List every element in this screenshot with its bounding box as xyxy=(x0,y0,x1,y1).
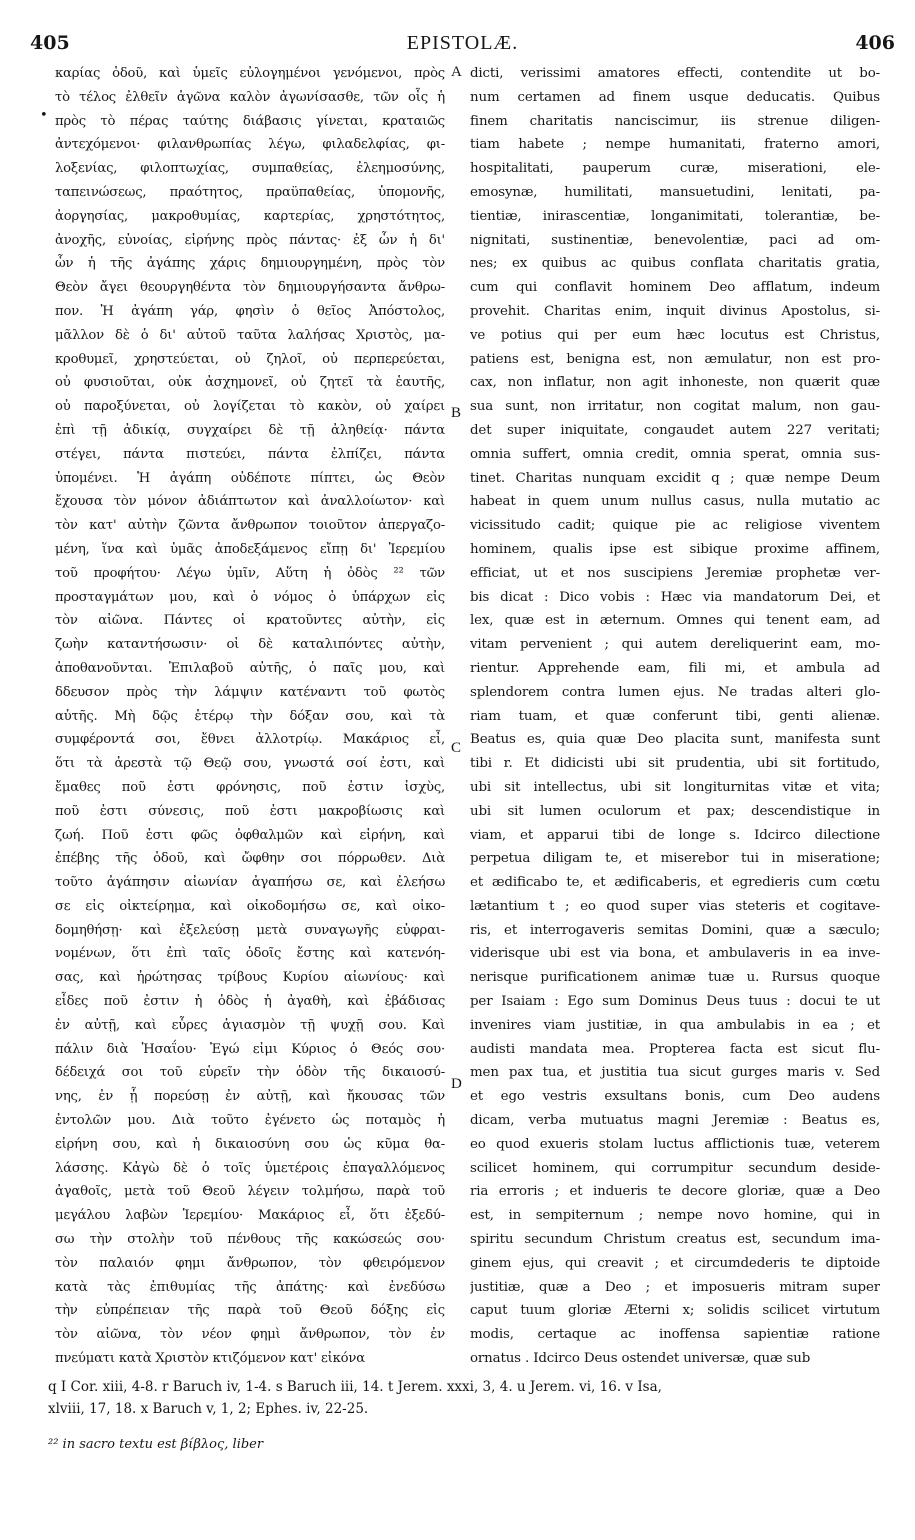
greek-text-line: μᾶλλον δὲ ὁ δι' αὐτοῦ ταῦτα λαλήσας Χριστὸς, μα- xyxy=(55,327,445,343)
margin-letter-d: D xyxy=(451,1076,462,1092)
latin-text-line: sua sunt, non irritatur, non cogitat malum, non gau- xyxy=(470,399,880,415)
greek-text-line: μεγάλου λαβὼν Ἱερεμίου· Μακάριος εἶ, ὅτι ἐξεδύ- xyxy=(55,1208,445,1224)
latin-text-line: bis dicat : Dico vobis : Hæc via mandatorum Dei, et xyxy=(470,589,880,605)
latin-text-line: ornatus . Idcirco Deus ostendet universæ, quæ sub xyxy=(470,1351,811,1367)
latin-text-line: finem charitatis nanciscimur, iis strenue diligen- xyxy=(470,113,880,129)
latin-text-line: ginem ejus, qui creavit ; et circumdederis te diptoide xyxy=(470,1255,880,1271)
greek-text-line: ἔχουσα τὸν μόνον ἀδιάπτωτον καὶ ἀναλλοίωτον· καὶ xyxy=(55,494,445,510)
latin-text-line: dicti, verissimi amatores effecti, contendite ut bo- xyxy=(470,66,880,81)
greek-text-line: νομένων, ὅτι ἐπὶ ταῖς ὁδοῖς ἔστης καὶ κατενόη- xyxy=(55,946,445,962)
latin-text-line: cax, non inflatur, non agit inhoneste, non quærit quæ xyxy=(470,375,880,391)
latin-text-line: hominem, qualis ipse est sibique proxime affinem, xyxy=(470,541,880,557)
latin-text-line: eo quod exueris stolam luctus afflictionis tuæ, veterem xyxy=(470,1136,880,1152)
page-header xyxy=(30,32,895,58)
greek-text-line: οὐ παροξύνεται, οὐ λογίζεται τὸ κακὸν, οὐ χαίρει xyxy=(55,399,445,415)
greek-text-line: ἐντολῶν μου. Διὰ τοῦτο ἐγένετο ὡς ποταμὸς ἡ xyxy=(55,1113,445,1129)
greek-text-line: λοξενίας, φιλοπτωχίας, συμπαθείας, ἐλεημοσύνης, xyxy=(55,161,445,177)
footnote-note: ²² in sacro textu est βίβλος, liber xyxy=(48,1437,264,1452)
latin-text-line: ve potius qui per eum hæc locutus est Christus, xyxy=(470,327,880,343)
margin-letter-b: B xyxy=(451,405,462,421)
latin-text-line: viam, et apparui tibi de longe s. Idcirco dilectione xyxy=(470,827,880,843)
greek-text-line: τὴν εὐπρέπειαν τῆς παρὰ τοῦ Θεοῦ δόξης εἰς xyxy=(55,1303,445,1319)
latin-text-line: nes; ex quibus ac quibus conflata charitatis gratia, xyxy=(470,256,880,272)
latin-text-line: vitam pervenient ; qui autem dereliquerint eam, mo- xyxy=(470,637,880,653)
greek-text-column xyxy=(55,62,445,1372)
greek-text-line: εἰρήνη σου, καὶ ἡ δικαιοσύνη σου ὡς κῦμα θα- xyxy=(55,1136,445,1152)
greek-text-line: πον. Ἡ ἀγάπη γάρ, φησὶν ὁ θεῖος Ἀπόστολος, xyxy=(55,303,445,319)
greek-text-line: εἶδες ποῦ ἐστιν ἡ ὁδὸς ἡ ἀγαθὴ, καὶ ἐβάδισας xyxy=(55,994,445,1010)
latin-text-line: invenires viam justitiæ, in qua ambulabis in ea ; et xyxy=(470,1017,880,1033)
latin-text-line: ria erroris ; et indueris te decore gloriæ, quæ a Deo xyxy=(470,1184,880,1200)
latin-text-line: emosynæ, humilitati, mansuetudini, lenitati, pa- xyxy=(470,184,880,200)
greek-text-line: τὸν αἰῶνα, τὸν νέον φημὶ ἄνθρωπον, τὸν ἐν xyxy=(55,1327,445,1343)
greek-text-line: ταπεινώσεως, πραότητος, πραϋπαθείας, ὑπομονῆς, xyxy=(55,184,445,200)
latin-text-line: ris, et interrogaveris semitas Domini, quæ a sæculo; xyxy=(470,922,880,938)
greek-text-line: δέδειχά σοι τοῦ εὑρεῖν τὴν ὁδὸν τῆς δικαιοσύ- xyxy=(55,1065,445,1081)
latin-text-line: nignitati, sustinentiæ, benevolentiæ, paci ad om- xyxy=(470,232,880,248)
latin-text-line: provehit. Charitas enim, inquit divinus Apostolus, si- xyxy=(470,303,880,319)
greek-text-line: ἀνοχῆς, εὐνοίας, εἰρήνης πρὸς πάντας· ἐξ ὧν ἡ δι' xyxy=(55,232,445,248)
greek-text-line: οὐ φυσιοῦται, οὐκ ἀσχημονεῖ, οὐ ζητεῖ τὰ ἑαυτῆς, xyxy=(55,375,445,391)
greek-text-line: σω τὴν στολὴν τοῦ πένθους τῆς κακώσεώς σου· xyxy=(55,1232,445,1248)
latin-text-line: nerisque purificationem animæ tuæ u. Rursus quoque xyxy=(470,970,880,986)
latin-text-line: num certamen ad finem usque deducatis. Quibus xyxy=(470,89,880,105)
greek-text-line: ὅτι τὰ ἀρεστὰ τῷ Θεῷ σου, γνωστά σοί ἐστι, καὶ xyxy=(55,756,445,772)
latin-text-line: hospitalitati, pauperum curæ, miserationi, ele- xyxy=(470,161,880,177)
greek-text-line: ἔμαθες ποῦ ἐστι φρόνησις, ποῦ ἐστιν ἰσχὺς, xyxy=(55,779,445,795)
greek-text-line: κροθυμεῖ, χρηστεύεται, οὐ ζηλοῖ, οὐ περπερεύεται, xyxy=(55,351,445,367)
greek-text-line: δδευσον πρὸς τὴν λάμψιν κατέναντι τοῦ φωτὸς xyxy=(55,684,445,700)
latin-text-line: audisti mandata mea. Propterea facta est sicut flu- xyxy=(470,1041,880,1057)
page-number-right: 406 xyxy=(855,32,895,54)
latin-text-line: et ædificabo te, et ædificaberis, et egredieris cum cœtu xyxy=(470,875,880,891)
latin-text-line: omnia suffert, omnia credit, omnia sperat, omnia sus- xyxy=(470,446,880,462)
greek-text-line: ἐπέβης τῆς ὁδοῦ, καὶ ὤφθην σοι πόρρωθεν. Διὰ xyxy=(55,851,445,867)
greek-text-line: τὸν κατ' αὐτὴν ζῶντα ἄνθρωπον τοιοῦτον ἀπεργαζο- xyxy=(55,518,445,534)
latin-text-line: Beatus es, quia quæ Deo placita sunt, manifesta sunt xyxy=(470,732,880,748)
greek-text-line: ἀοργησίας, μακροθυμίας, καρτερίας, χρηστότητος, xyxy=(55,208,445,224)
margin-letter-c: C xyxy=(451,740,462,756)
latin-text-line: ubi sit lumen oculorum et pax; descendistique in xyxy=(470,803,880,819)
latin-text-line: spiritu secundum Christum creatus est, secundum ima- xyxy=(470,1232,880,1248)
latin-text-line: tibi r. Et didicisti ubi sit prudentia, ubi sit fortitudo, xyxy=(470,756,880,772)
latin-text-line: det super iniquitate, congaudet autem 227 veritati; xyxy=(470,422,880,438)
bullet-mark: • xyxy=(40,108,48,123)
latin-text-line: cum qui conflavit hominem Deo afflatum, indeum xyxy=(470,280,880,296)
latin-text-line: per Isaiam : Ego sum Dominus Deus tuus : docui te ut xyxy=(470,994,880,1010)
latin-text-line: habeat in quem unum nullus casus, nulla mutatio ac xyxy=(470,494,880,510)
latin-text-line: riam tuam, et quæ conferunt tibi, genti alienæ. xyxy=(470,708,880,724)
greek-text-line: σε εἰς οἰκτείρημα, καὶ οἰκοδομήσω σε, καὶ οἰκο- xyxy=(55,898,445,914)
greek-text-line: καρίας ὁδοῦ, καὶ ὑμεῖς εὐλογημένοι γενόμενοι, πρὸς xyxy=(55,66,445,81)
latin-text-line: lex, quæ est in æternum. Omnes qui tenent eam, ad xyxy=(470,613,880,629)
greek-text-line: πάλιν διὰ Ἡσαΐου· Ἐγώ εἰμι Κύριος ὁ Θεός σου· xyxy=(55,1041,445,1057)
latin-text-line: est, in sempiternum ; nempe novo homine, qui in xyxy=(470,1208,880,1224)
latin-text-line: tiam habete ; nempe humanitati, fraterno amori, xyxy=(470,137,880,153)
latin-text-line: modis, certaque ac inoffensa sapientiæ ratione xyxy=(470,1327,880,1343)
running-title: EPISTOLÆ. xyxy=(406,32,519,54)
greek-text-line: κατὰ τὰς ἐπιθυμίας τῆς ἀπάτης· καὶ ἐνεδύσω xyxy=(55,1279,445,1295)
greek-text-line: ἀγαθοῖς, μετὰ τοῦ Θεοῦ λέγειν τολμήσω, παρὰ τοῦ xyxy=(55,1184,445,1200)
greek-text-line: ζωή. Ποῦ ἐστι φῶς ὀφθαλμῶν καὶ εἰρήνη, καὶ xyxy=(55,827,445,843)
latin-text-line: dicam, verba mutuatus magni Jeremiæ : Beatus es, xyxy=(470,1113,880,1129)
latin-text-line: men pax tua, et justitia tua sicut gurges maris v. Sed xyxy=(470,1065,880,1081)
margin-letter-a: A xyxy=(451,64,462,80)
latin-text-line: perpetua diligam te, et miserebor tui in miseratione; xyxy=(470,851,880,867)
greek-text-line: τοῦτο ἀγάπησιν αἰωνίαν ἀγαπήσω σε, καὶ ἐλεήσω xyxy=(55,875,445,891)
greek-text-line: πνεύματι κατὰ Χριστὸν κτιζόμενον κατ' εἰκόνα xyxy=(55,1351,365,1367)
greek-text-line: Θεὸν ἄγει θεουργηθέντα τὸν δημιουργήσαντα ἄνθρω- xyxy=(55,280,445,296)
footnote-line: xlviii, 17, 18. x Baruch v, 1, 2; Ephes. iv, 22-25. xyxy=(48,1401,369,1417)
latin-text-line: lætantium t ; eo quod super vias steteris et cogitave- xyxy=(470,898,880,914)
latin-text-line: justitiæ, quæ a Deo ; et imposueris mitram super xyxy=(470,1279,880,1295)
latin-text-line: tinet. Charitas nunquam excidit q ; quæ nempe Deum xyxy=(470,470,880,486)
greek-text-line: στέγει, πάντα πιστεύει, πάντα ἐλπίζει, πάντα xyxy=(55,446,445,462)
latin-text-line: patiens est, benigna est, non æmulatur, non est pro- xyxy=(470,351,880,367)
footnotes xyxy=(48,1376,890,1456)
footnote-line: q I Cor. xiii, 4-8. r Baruch iv, 1-4. s Baruch iii, 14. t Jerem. xxxi, 3, 4. u Jerem. vi, 16. v Isa, xyxy=(48,1379,662,1395)
latin-text-line: vicissitudo cadit; quique pie ac religiose viventem xyxy=(470,518,880,534)
greek-text-line: τοῦ προφήτου· Λέγω ὑμῖν, Αὕτη ἡ ὁδὸς ²² τῶν xyxy=(55,565,445,581)
greek-text-line: μένη, ἵνα καὶ ὑμᾶς ἀποδεξάμενος εἴπῃ δι' Ἱερεμίου xyxy=(55,541,445,557)
greek-text-line: ἀποθανοῦνται. Ἐπιλαβοῦ αὐτῆς, ὁ παῖς μου, καὶ xyxy=(55,660,445,676)
latin-text-line: viderisque ubi est via bona, et ambulaveris in ea inve- xyxy=(470,946,880,962)
greek-text-line: ζωὴν καταντήσωσιν· οἱ δὲ καταλιπόντες αὐτὴν, xyxy=(55,637,445,653)
latin-text-line: efficiat, ut et nos suscipiens Jeremiæ prophetæ ver- xyxy=(470,565,880,581)
greek-text-line: ἐπὶ τῇ ἀδικίᾳ, συγχαίρει δὲ τῇ ἀληθείᾳ· πάντα xyxy=(55,422,445,438)
latin-text-line: rientur. Apprehende eam, fili mi, et ambula ad xyxy=(470,660,880,676)
greek-text-line: λάσσης. Κἀγὼ δὲ ὁ τοῖς ὑμετέροις ἐπαγαλλόμενος xyxy=(55,1160,445,1176)
latin-text-line: caput tuum gloriæ Æterni x; solidis scilicet virtutum xyxy=(470,1303,880,1319)
greek-text-line: τὸ τέλος ἐλθεῖν ἀγῶνα καλὸν ἀγωνίσασθε, τῶν οἷς ἡ xyxy=(55,89,445,105)
greek-text-line: ὑπομένει. Ἡ ἀγάπη οὐδέποτε πίπτει, ὡς Θεὸν xyxy=(55,470,445,486)
greek-text-line: αὐτῆς. Μὴ δῷς ἑτέρῳ τὴν δόξαν σου, καὶ τὰ xyxy=(55,708,445,724)
latin-text-column xyxy=(470,62,880,1372)
greek-text-line: τὸν αἰῶνα. Πάντες οἱ κρατοῦντες αὐτὴν, εἰς xyxy=(55,613,445,629)
latin-text-line: splendorem contra lumen ejus. Ne tradas alteri glo- xyxy=(470,684,880,700)
latin-text-line: et ego vestris exsultans bonis, cum Deo audens xyxy=(470,1089,880,1105)
latin-text-line: scilicet hominem, qui corrumpitur secundum deside- xyxy=(470,1160,880,1176)
greek-text-line: τὸν παλαιόν φημι ἄνθρωπον, τὸν φθειρόμενον xyxy=(55,1255,445,1271)
greek-text-line: πρὸς τὸ πέρας ταύτης διάβασις γίνεται, κραταιῶς xyxy=(55,113,445,129)
greek-text-line: σας, καὶ ἠρώτησας τρίβους Κυρίου αἰωνίους· καὶ xyxy=(55,970,445,986)
greek-text-line: δομηθήσῃ· καὶ ἐξελεύσῃ μετὰ συναγωγῆς εὐφραι- xyxy=(55,922,445,938)
greek-text-line: ὧν ἡ τῆς ἀγάπης χάρις δημιουργημένη, πρὸς τὸν xyxy=(55,256,445,272)
greek-text-line: νης, ἐν ᾗ πορεύσῃ ἐν αὐτῇ, καὶ ἤκουσας τῶν xyxy=(55,1089,445,1105)
greek-text-line: ἐν αὐτῇ, καὶ εὗρες ἁγιασμὸν τῇ ψυχῇ σου. Καὶ xyxy=(55,1017,445,1033)
greek-text-line: ἀντεχόμενοι· φιλανθρωπίας λέγω, φιλαδελφίας, φι- xyxy=(55,137,445,153)
latin-text-line: tientiæ, inirascentiæ, longanimitati, tolerantiæ, be- xyxy=(470,208,880,224)
greek-text-line: προσταγμάτων μου, καὶ ὁ νόμος ὁ ὑπάρχων εἰς xyxy=(55,589,445,605)
latin-text-line: ubi sit intellectus, ubi sit longiturnitas vitæ et vita; xyxy=(470,779,880,795)
greek-text-line: ποῦ ἐστι σύνεσις, ποῦ ἐστι μακροβίωσις καὶ xyxy=(55,803,445,819)
greek-text-line: συμφέροντά σοι, ἔθνει ἀλλοτρίῳ. Μακάριος εἶ, xyxy=(55,732,445,748)
page-number-left: 405 xyxy=(30,32,70,54)
